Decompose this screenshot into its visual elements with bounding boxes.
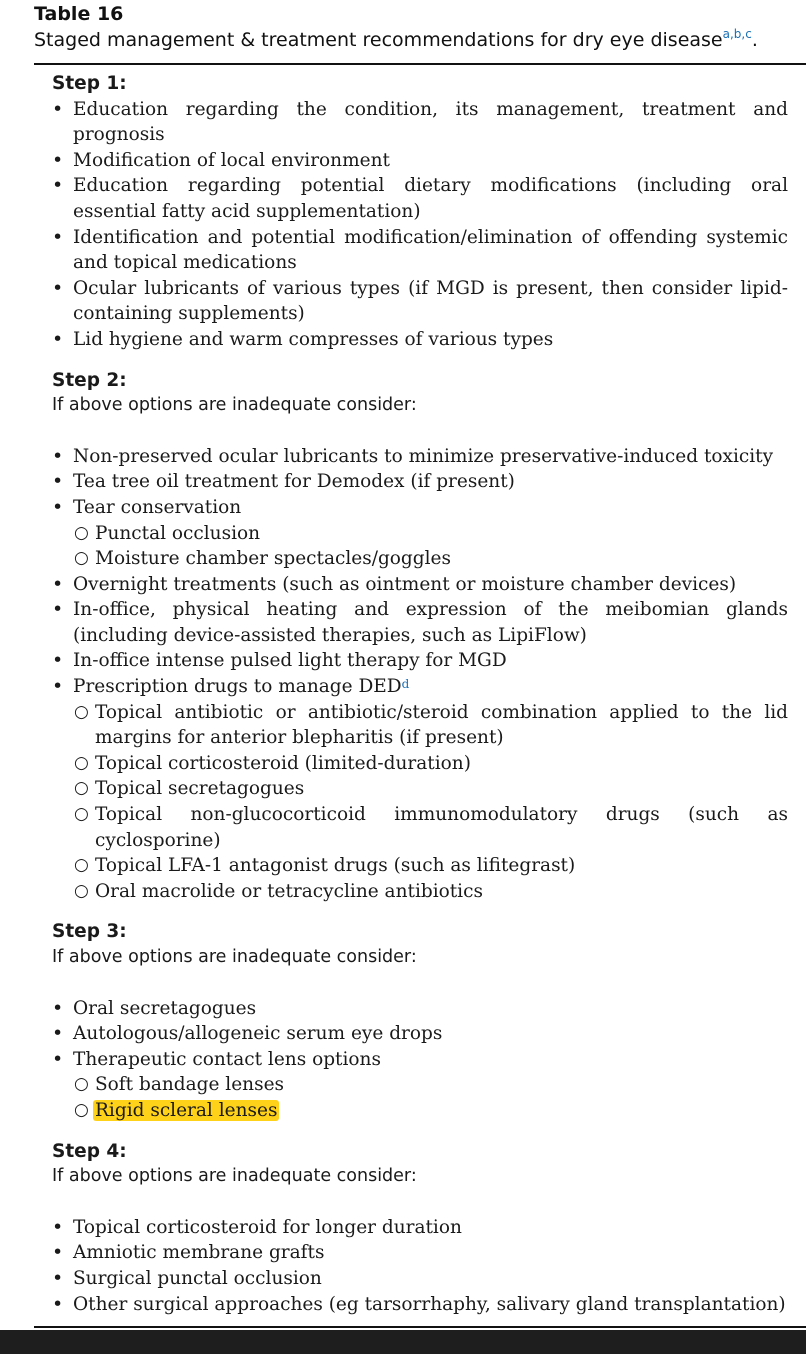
sub-list-item: ○ Topical LFA-1 antagonist drugs (such as lifitegrast)	[52, 853, 788, 879]
highlighted-text[interactable]: Rigid scleral lenses	[95, 1099, 278, 1121]
step-intro: If above options are inadequate consider:	[52, 947, 417, 967]
list-item: • Therapeutic contact lens options	[52, 1047, 788, 1073]
circle-bullet-icon: ○	[74, 522, 89, 543]
list-item: • Other surgical approaches (eg tarsorrhaphy, salivary gland transplantation)	[52, 1292, 788, 1318]
bullet-icon: •	[52, 649, 64, 672]
viewer-bottom-bar	[0, 1330, 806, 1354]
circle-bullet-icon: ○	[74, 855, 89, 876]
step-2-section	[52, 368, 788, 905]
sub-list-item: ○ Moisture chamber spectacles/goggles	[52, 546, 788, 572]
bullet-icon: •	[52, 1047, 64, 1070]
table-label: Table 16	[34, 3, 124, 25]
circle-bullet-icon: ○	[74, 548, 89, 569]
list-item: • Lid hygiene and warm compresses of various types	[52, 327, 788, 353]
list-item: • Identification and potential modification/elimination of offending systemic and topical medications	[52, 225, 788, 274]
circle-bullet-icon: ○	[74, 880, 89, 901]
caption-text: Staged management & treatment recommendations for dry eye disease	[34, 29, 723, 51]
step-intro: If above options are inadequate consider:	[52, 395, 417, 416]
sub-list-item: ○ Topical secretagogues	[52, 776, 788, 802]
bullet-icon: •	[52, 174, 64, 197]
circle-bullet-icon: ○	[74, 1074, 89, 1095]
list-item: • In-office, physical heating and expression of the meibomian glands (including device-assisted therapies, such as LipiFlow)	[52, 598, 788, 646]
bullet-icon: •	[52, 1215, 64, 1238]
sub-list-item	[52, 1098, 788, 1124]
table-top-rule	[34, 63, 806, 65]
caption-period: .	[751, 29, 758, 51]
footnote-ref-d[interactable]: d	[401, 677, 410, 692]
step-3-section	[52, 919, 788, 1123]
step-1-section	[52, 71, 788, 353]
table-caption	[34, 29, 758, 51]
bullet-icon: •	[52, 276, 64, 299]
bullet-icon: •	[52, 996, 64, 1019]
step-heading: Step 4:	[52, 1140, 127, 1162]
circle-bullet-icon: ○	[74, 701, 89, 722]
circle-bullet-icon: ○	[74, 1099, 89, 1120]
bullet-icon: •	[52, 1022, 64, 1045]
list-item: • Tear conservation	[52, 495, 788, 521]
list-item: • Amniotic membrane grafts	[52, 1240, 788, 1266]
circle-bullet-icon: ○	[74, 752, 89, 773]
table-body	[52, 71, 788, 1317]
sub-list-item: ○ Soft bandage lenses	[52, 1072, 788, 1098]
list-item: • Education regarding potential dietary modifications (including oral essential fatty acid supplementation)	[52, 174, 788, 222]
sub-list-item: ○ Topical non-glucocorticoid immunomodulatory drugs (such as cyclosporine)	[74, 804, 788, 851]
list-item: • Surgical punctal occlusion	[52, 1266, 788, 1292]
bullet-icon: •	[52, 495, 64, 518]
circle-bullet-icon: ○	[74, 804, 89, 825]
step-2-list	[52, 444, 788, 905]
list-item: • Topical corticosteroid for longer duration	[52, 1215, 788, 1241]
step-heading: Step 2:	[52, 369, 127, 391]
list-item: • Non-preserved ocular lubricants to minimize preservative-induced toxicity	[52, 444, 788, 470]
bullet-icon: •	[52, 675, 64, 698]
step-intro: If above options are inadequate consider:	[52, 1166, 417, 1187]
bullet-icon: •	[52, 1292, 64, 1315]
list-item: • Modification of local environment	[52, 148, 788, 174]
step-heading: Step 1:	[52, 73, 127, 94]
list-item: • In-office intense pulsed light therapy for MGD	[52, 648, 788, 674]
step-4-list	[52, 1215, 788, 1317]
step-4-section	[52, 1139, 788, 1318]
list-item: • Autologous/allogeneic serum eye drops	[52, 1021, 788, 1047]
step-1-list	[52, 97, 788, 353]
list-item: • Overnight treatments (such as ointment or moisture chamber devices)	[52, 572, 788, 598]
sub-list-item: ○ Topical antibiotic or antibiotic/steroid combination applied to the lid margins for anterior blepharitis (if present)	[74, 701, 788, 749]
bullet-icon: •	[52, 1241, 64, 1264]
sub-list-item: ○ Oral macrolide or tetracycline antibiotics	[52, 879, 788, 905]
table-bottom-rule	[34, 1326, 806, 1328]
list-item: • Oral secretagogues	[52, 996, 788, 1022]
bullet-icon: •	[52, 444, 64, 467]
bullet-icon: •	[52, 97, 64, 120]
bullet-icon: •	[52, 572, 64, 595]
bullet-icon: •	[52, 470, 64, 493]
caption-footnote-refs[interactable]: a,b,c	[722, 27, 752, 41]
sub-list-item: ○ Punctal occlusion	[52, 521, 788, 547]
bullet-icon: •	[52, 598, 64, 621]
list-item: • Ocular lubricants of various types (if MGD is present, then consider lipid-containing supplements)	[52, 276, 788, 325]
bullet-icon: •	[52, 148, 64, 171]
bullet-icon: •	[52, 327, 64, 350]
bullet-icon: •	[52, 1266, 64, 1289]
list-item: • Prescription drugs to manage DED$^d$	[52, 674, 788, 700]
circle-bullet-icon: ○	[74, 778, 89, 799]
list-item: • Tea tree oil treatment for Demodex (if present)	[52, 469, 788, 495]
sub-list-item: ○ Topical corticosteroid (limited-duration)	[52, 751, 788, 777]
bullet-icon: •	[52, 225, 64, 248]
list-item: • Education regarding the condition, its management, treatment and prognosis	[52, 97, 788, 146]
step-heading: Step 3:	[52, 921, 127, 943]
step-3-list	[52, 996, 788, 1124]
